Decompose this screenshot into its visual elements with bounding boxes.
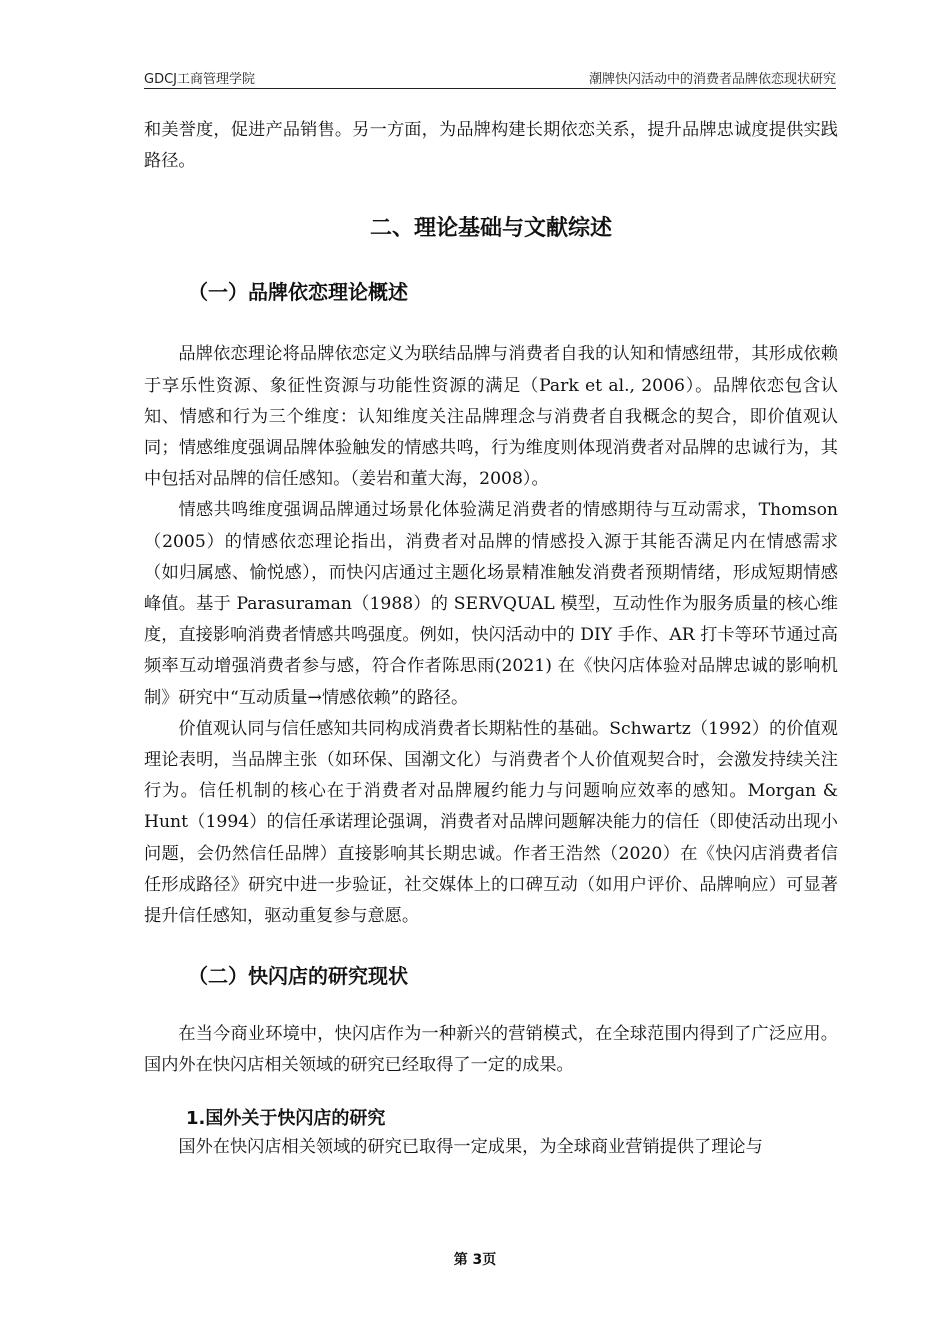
subsubsection-title-foreign-research: 1.国外关于快闪店的研究 <box>186 1107 386 1129</box>
page-header <box>144 66 836 89</box>
paragraph-value-identity-trust: 价值观认同与信任感知共同构成消费者长期粘性的基础。Schwartz（1992）的价值观理论表明，当品牌主张（如环保、国潮文化）与消费者个人价值观契合时，会激发持续关注行为。信任机制的核心在于消费者对品牌履约能力与问题响应效率的感知。Morgan & Hunt（1994）的信任承诺理论强调，消费者对品牌问题解决能力的信任（即使活动出现小问题，会仍然信任品牌）直接影响其长期忠诚。作者王浩然（2020）在《快闪店消费者信任形成路径》研究中进一步验证，社交媒体上的口碑互动（如用户评价、品牌响应）可显著提升信任感知，驱动重复参与意愿。 <box>144 718 838 927</box>
paragraph-foreign-research: 国外在快闪店相关领域的研究已取得一定成果，为全球商业营销提供了理论与 <box>178 1136 763 1157</box>
page-number: 第 3页 <box>453 1252 497 1268</box>
subsection-title-1: （一）品牌依恋理论概述 <box>188 280 408 305</box>
section-title: 二、理论基础与文献综述 <box>369 216 612 242</box>
paragraph-emotional-resonance: 情感共鸣维度强调品牌通过场景化体验满足消费者的情感期待与互动需求，Thomson（2005）的情感依恋理论指出，消费者对品牌的情感投入源于其能否满足内在情感需求（如归属感、愉悦感），而快闪店通过主题化场景精准触发消费者预期情绪，形成短期情感峰值。基于 Parasuraman（1988）的 SERVQUAL 模型，互动性作为服务质量的核心维度，直接影响消费者情感共鸣强度。例如，快闪活动中的 DIY 手作、AR 打卡等环节通过高频率互动增强消费者参与感，符合作者陈思雨(2021) 在《快闪店体验对品牌忠诚的影响机制》研究中“互动质量→情感依赖”的路径。 <box>144 500 838 708</box>
page-content <box>144 115 838 1163</box>
paragraph-brand-attachment-definition: 品牌依恋理论将品牌依恋定义为联结品牌与消费者自我的认知和情感纽带，其形成依赖于享乐性资源、象征性资源与功能性资源的满足（Park et al., 2006）。品牌依恋包含认知、情感和行为三个维度：认知维度关注品牌理念与消费者自我概念的契合，即价值观认同；情感维度强调品牌体验触发的情感共鸣，行为维度则体现消费者对品牌的忠诚行为，其中包括对品牌的信任感知。（姜岩和董大海，2008）。 <box>144 344 838 490</box>
intro-paragraph: 和美誉度，促进产品销售。另一方面，为品牌构建长期依恋关系，提升品牌忠诚度提供实践路径。 <box>144 120 838 172</box>
subsection-title-2: （二）快闪店的研究现状 <box>188 964 408 989</box>
header-thesis-title: 潮牌快闪活动中的消费者品牌依恋现状研究 <box>588 72 836 87</box>
paragraph-popup-store-overview: 在当今商业环境中，快闪店作为一种新兴的营销模式，在全球范围内得到了广泛应用。国内外在快闪店相关领域的研究已经取得了一定的成果。 <box>144 1024 838 1076</box>
header-school-name: GDCJ工商管理学院 <box>144 72 255 87</box>
